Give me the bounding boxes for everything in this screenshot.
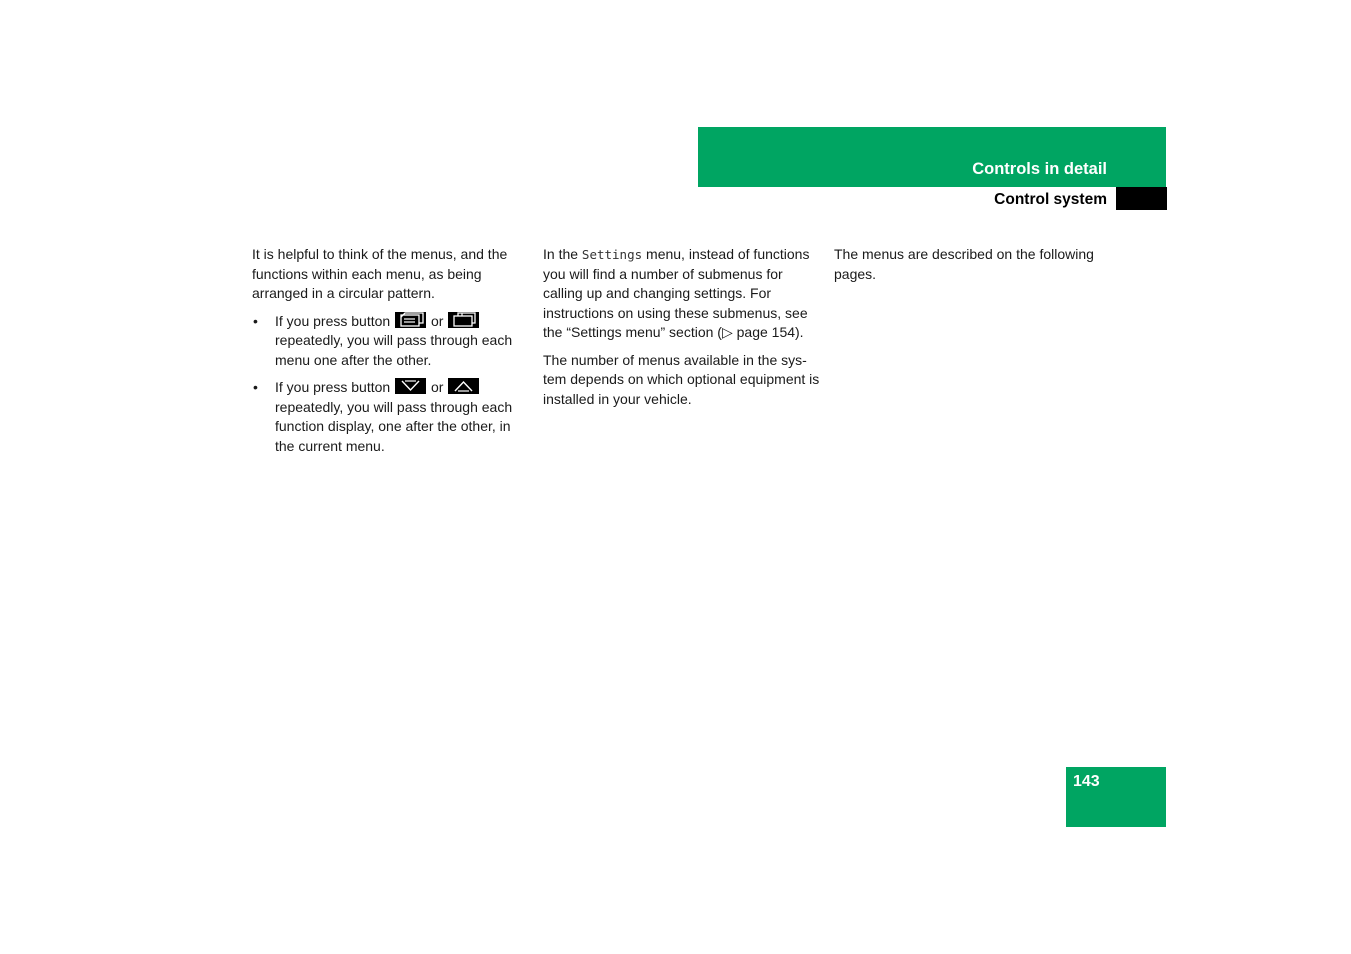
menus-available-paragraph: The number of menus available in the sys-tem depends on which optional equipment is installed in your vehicle. [543,351,820,407]
text-column-1 [252,245,528,464]
bullet-item-arrow-keys [252,378,528,456]
settings-text-after: menu, instead of functions you will find a number of submenus for calling up and changing settings. For instructions on using these submenus, see the “Settings menu” section (▷ page 154). [543,246,810,340]
settings-text-before: In the [543,246,579,262]
section-tab-marker [1116,187,1167,210]
page-number: 143 [1073,773,1100,790]
bullet-text-before: If you press button [275,379,391,395]
bullet-marker: • [253,379,258,395]
settings-paragraph [543,245,823,343]
menu-left-key-icon [395,312,426,328]
text-column-2 [543,245,823,417]
menu-right-key-icon [448,312,479,328]
intro-paragraph: It is helpful to think of the menus, and the functions within each menu, as being arranged in a circular pattern. [252,246,508,301]
bullet-list [252,312,528,457]
menus-described-paragraph: The menus are described on the following pages. [834,246,1094,282]
down-arrow-key-icon [395,378,426,394]
up-arrow-key-icon [448,378,479,394]
bullet-text-after: repeatedly, you will pass through each menu one after the other. [275,332,513,368]
settings-menu-name: Settings [581,247,643,262]
bullet-text-before: If you press button [275,312,391,329]
bullet-or-text: or [430,379,444,395]
bullet-or-text: or [430,312,444,329]
bullet-text-after: repeatedly, you will pass through each function display, one after the other, in the current menu. [275,398,513,454]
page-number-box [1066,767,1166,827]
text-column-3 [834,245,1114,292]
bullet-item-menu-keys [252,312,528,371]
bullet-marker: • [253,312,258,329]
section-title: Controls in detail [972,160,1107,178]
subsection-title: Control system [994,191,1107,208]
